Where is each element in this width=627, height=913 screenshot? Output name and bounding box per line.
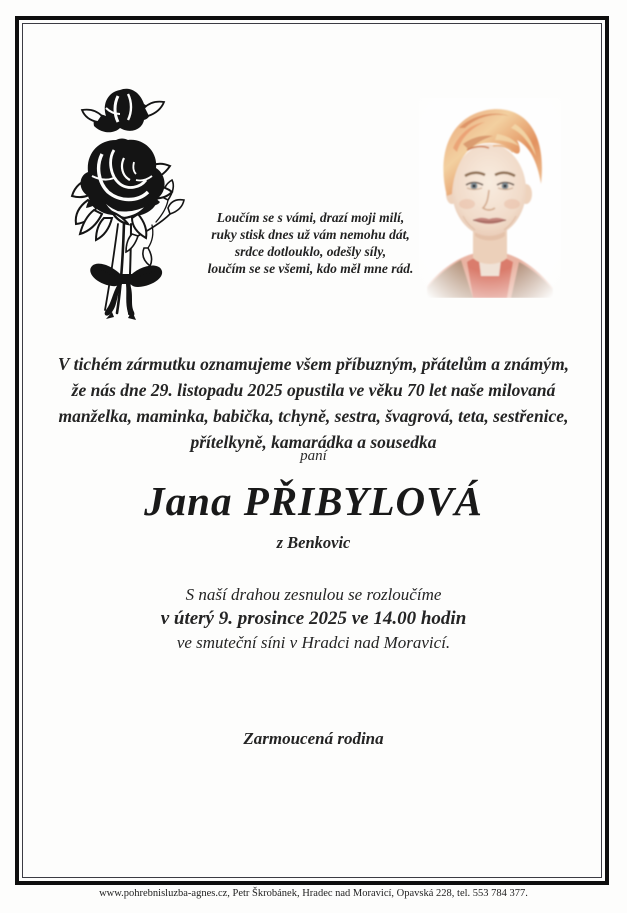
rose-icon	[68, 82, 186, 320]
funeral-datetime: v úterý 9. prosince 2025 ve 14.00 hodin	[160, 608, 467, 629]
poem-line: srdce dotlouklo, odešly síly,	[234, 244, 387, 259]
poem-line: Loučím se s vámi, drazí moji milí,	[216, 210, 405, 225]
funeral-intro: S naší drahou zesnulou se rozloučíme	[185, 585, 442, 604]
honorific: paní	[300, 448, 327, 464]
announcement-line: přítelkyně, kamarádka a sousedka	[190, 432, 437, 452]
poem-line: loučím se se všemi, kdo měl mne rád.	[207, 261, 414, 276]
announcement-line: manželka, maminka, babička, tchyně, sestra, švagrová, teta, sestřenice,	[58, 406, 569, 426]
origin-place: z Benkovic	[276, 533, 351, 552]
funeral-place: ve smuteční síni v Hradci nad Moravicí.	[176, 633, 451, 652]
funeral-service-footer: www.pohrebnisluzba-agnes.cz, Petr Škrobánek, Hradec nad Moravicí, Opavská 228, tel. 553 784 377.	[99, 888, 528, 899]
funeral-details	[30, 583, 597, 655]
poem-line: ruky stisk dnes už vám nemohu dát,	[211, 227, 410, 242]
deceased-name: Jana PŘIBYLOVÁ	[144, 478, 483, 524]
farewell-poem	[178, 209, 443, 277]
death-announcement	[30, 351, 597, 455]
announcement-line: že nás dne 29. listopadu 2025 opustila ve věku 70 let naše milovaná	[71, 380, 556, 400]
mourning-family: Zarmoucená rodina	[243, 729, 384, 748]
rose-illustration	[68, 82, 186, 320]
announcement-line: V tichém zármutku oznamujeme všem příbuzným, přátelům a známým,	[57, 354, 570, 374]
